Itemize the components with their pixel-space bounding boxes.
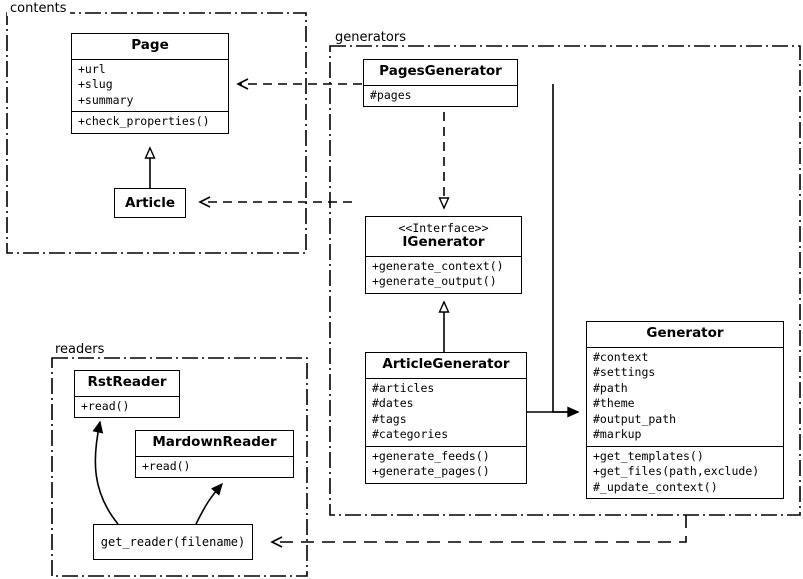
class-generator-attr-output-path: #output_path (593, 411, 677, 426)
class-rst-reader-title: RstReader (87, 374, 167, 390)
class-generator-attr-path: #path (593, 380, 628, 395)
package-label-contents: contents (7, 1, 70, 16)
class-mardown-reader[interactable] (135, 430, 294, 478)
function-get-reader-label: get_reader(filename) (100, 535, 246, 549)
class-article-generator-attr-categories: #categories (372, 427, 449, 442)
class-igenerator[interactable] (365, 216, 522, 294)
class-article-generator-title: ArticleGenerator (382, 356, 510, 372)
class-generator-attr-settings: #settings (593, 365, 656, 380)
class-igenerator-title (366, 217, 521, 256)
class-generator-attr-theme: #theme (593, 396, 635, 411)
class-igenerator-method-generate-context: +generate_context() (372, 258, 504, 273)
class-page-method-check-properties: +check_properties() (78, 114, 210, 129)
class-generator-methods (587, 446, 783, 499)
class-generator-method-update-context: #_update_context() (593, 479, 718, 494)
class-page-attr-summary: +summary (78, 92, 134, 107)
class-article-generator-method-generate-feeds: +generate_feeds() (372, 448, 490, 463)
class-rst-reader-method-read: +read() (81, 398, 130, 413)
package-label-generators: generators (332, 30, 409, 45)
class-page-attributes (72, 59, 228, 112)
class-generator-method-get-templates: +get_templates() (593, 448, 704, 463)
class-generator-attributes (587, 347, 783, 446)
class-article-generator-attr-dates: #dates (372, 396, 414, 411)
function-get-reader[interactable] (93, 524, 253, 560)
class-article-generator[interactable] (365, 352, 527, 484)
class-pages-generator-attr-pages: #pages (370, 87, 412, 102)
class-igenerator-stereotype: <<Interface>> (398, 221, 489, 235)
dependency-getreader-to-mardownreader (196, 484, 222, 524)
class-generator[interactable] (586, 321, 784, 499)
class-mardown-reader-methods (136, 456, 293, 478)
class-generator-attr-context: #context (593, 349, 649, 364)
class-igenerator-name: IGenerator (402, 234, 485, 251)
class-article[interactable] (114, 188, 186, 218)
class-pages-generator-title: PagesGenerator (379, 63, 502, 79)
dependency-getreader-to-rstreader (95, 422, 118, 524)
class-rst-reader-methods (75, 396, 179, 418)
class-igenerator-methods (366, 256, 521, 293)
class-page-attr-slug: +slug (78, 77, 113, 92)
class-pages-generator[interactable] (363, 59, 518, 107)
dependency-generators-to-getreader (272, 515, 686, 542)
class-generator-title: Generator (646, 325, 724, 341)
class-mardown-reader-method-read: +read() (142, 458, 191, 473)
class-article-generator-attr-articles: #articles (372, 380, 435, 395)
class-page-attr-url: +url (78, 61, 106, 76)
class-rst-reader[interactable] (74, 370, 180, 418)
class-pages-generator-attributes (364, 85, 517, 107)
class-generator-attr-markup: #markup (593, 427, 642, 442)
class-generator-method-get-files: +get_files(path,exclude) (593, 464, 760, 479)
class-page-title: Page (131, 37, 169, 53)
class-article-generator-methods (366, 446, 526, 483)
package-label-readers: readers (52, 342, 107, 357)
class-page[interactable] (71, 33, 229, 134)
class-page-methods (72, 111, 228, 133)
class-article-generator-attributes (366, 378, 526, 446)
class-article-title: Article (125, 195, 175, 211)
association-pagesgenerator-to-generator (553, 84, 578, 412)
class-article-generator-attr-tags: #tags (372, 411, 407, 426)
class-mardown-reader-title: MardownReader (152, 434, 277, 450)
class-igenerator-method-generate-output: +generate_output() (372, 274, 497, 289)
class-article-generator-method-generate-pages: +generate_pages() (372, 464, 490, 479)
